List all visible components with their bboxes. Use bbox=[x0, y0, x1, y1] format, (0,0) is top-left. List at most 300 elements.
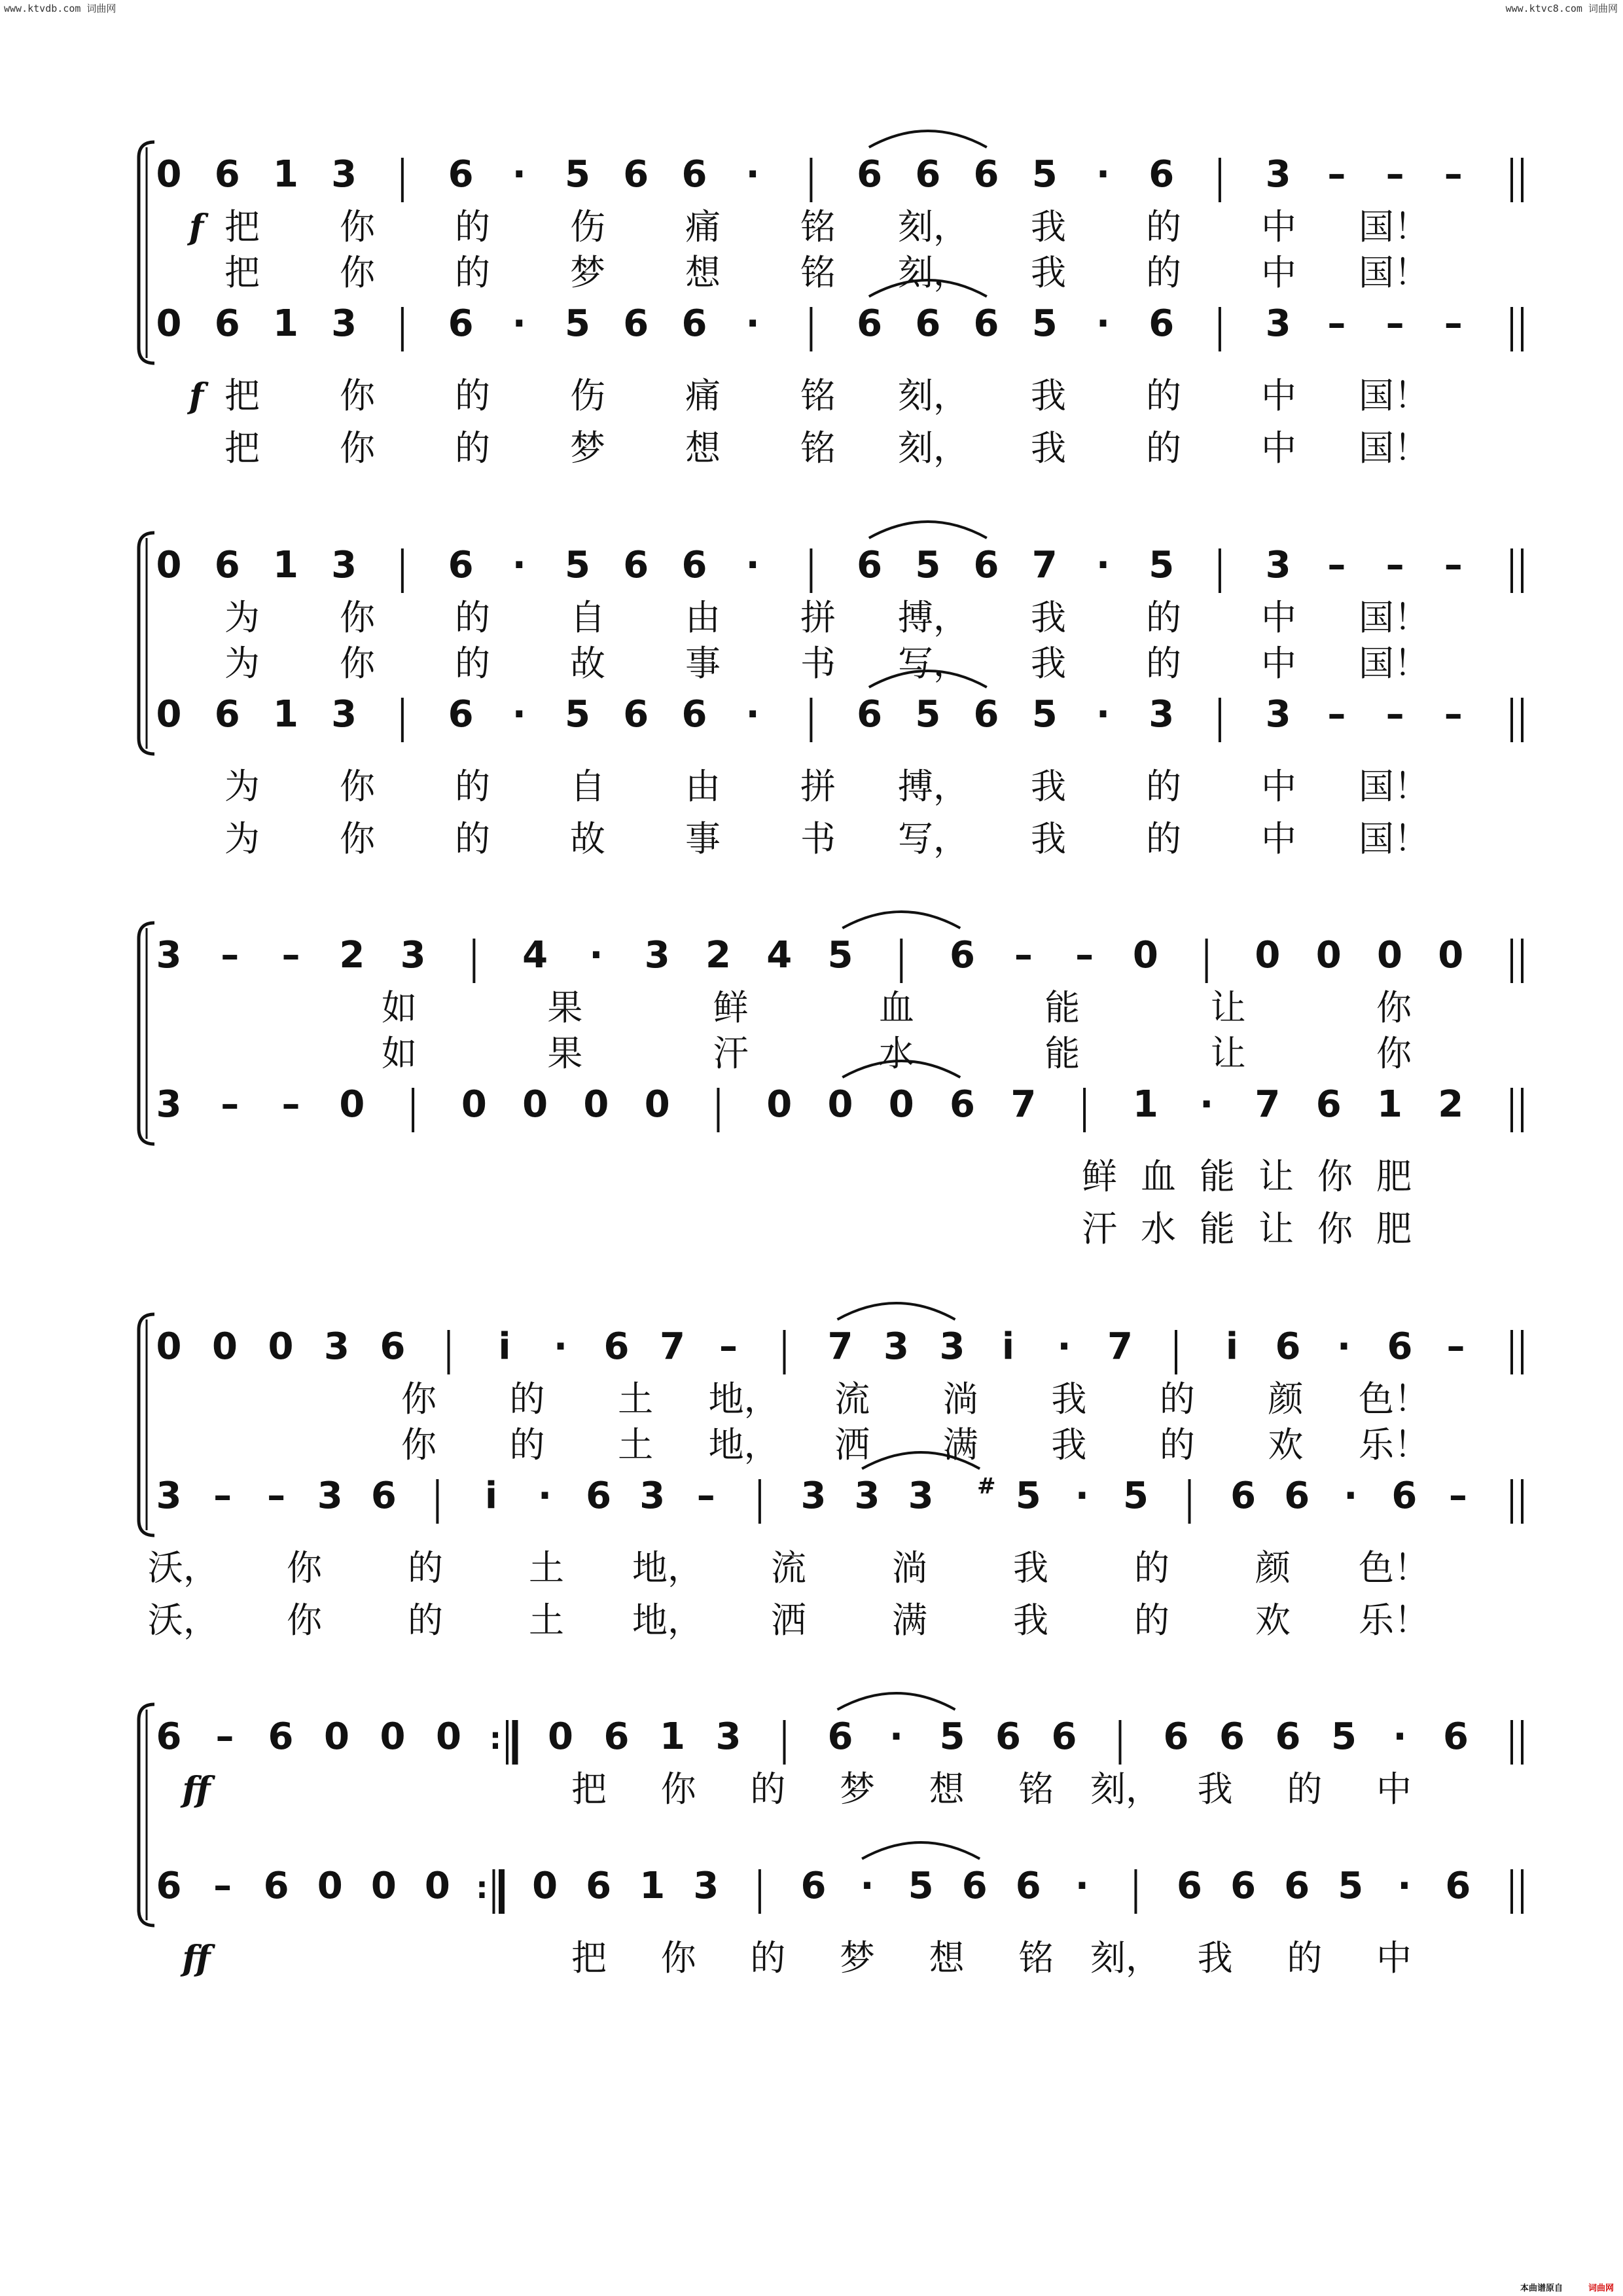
lyric-syllable: 沃， bbox=[148, 1547, 219, 1588]
note: 5 bbox=[939, 1715, 965, 1758]
lyric-syllable: 的 bbox=[1159, 1424, 1195, 1465]
augmentation-dot: · bbox=[860, 1865, 874, 1907]
lyric-syllable: 梦 bbox=[570, 427, 605, 469]
lyric-syllable: 梦 bbox=[840, 1768, 875, 1810]
note: 0 bbox=[461, 1083, 487, 1126]
note: 6 bbox=[623, 544, 649, 586]
note: 6 bbox=[156, 1865, 182, 1907]
lyric-syllable: 我 bbox=[1031, 252, 1066, 293]
note: 6 bbox=[603, 1715, 630, 1758]
lyric-syllable: 你 bbox=[1376, 1033, 1412, 1074]
dynamic-marking: f bbox=[188, 376, 204, 416]
note: i bbox=[484, 1475, 498, 1517]
lyric-syllable: 水 bbox=[879, 1033, 914, 1074]
lyric-syllable: 写， bbox=[898, 643, 969, 684]
note: – bbox=[1385, 153, 1404, 196]
note: 6 bbox=[950, 934, 976, 977]
note: 1 bbox=[1376, 1083, 1402, 1126]
note: – bbox=[1327, 153, 1346, 196]
note: 0 bbox=[888, 1083, 914, 1126]
note: 3 bbox=[800, 1475, 827, 1517]
lyric-syllable: 你 bbox=[401, 1378, 437, 1420]
slur bbox=[869, 522, 987, 538]
lyric-syllable: 的 bbox=[1134, 1600, 1169, 1641]
note: 6 bbox=[973, 693, 999, 736]
lyric-syllable: 你 bbox=[401, 1424, 437, 1465]
note: 6 bbox=[214, 544, 240, 586]
lyric-syllable: 的 bbox=[1146, 427, 1181, 469]
note: 6 bbox=[800, 1865, 827, 1907]
note: 6 bbox=[1443, 1715, 1469, 1758]
note: 6 bbox=[973, 302, 999, 345]
note: 1 bbox=[272, 544, 298, 586]
lyric-syllable: 为 bbox=[224, 766, 260, 807]
lyric-syllable: 自 bbox=[570, 597, 605, 638]
note: 6 bbox=[1163, 1715, 1189, 1758]
note: 6 bbox=[1230, 1475, 1257, 1517]
note: 0 bbox=[339, 1083, 365, 1126]
lyric-syllable: 的 bbox=[408, 1547, 443, 1588]
note: 6 bbox=[214, 693, 240, 736]
lyric-syllable: 梦 bbox=[840, 1937, 875, 1979]
note: 0 bbox=[548, 1715, 573, 1758]
note: 6 bbox=[1230, 1865, 1257, 1907]
note: 0 bbox=[156, 693, 182, 736]
note: 5 bbox=[565, 693, 591, 736]
note: 6 bbox=[263, 1865, 289, 1907]
note: – bbox=[1385, 544, 1404, 586]
lyric-syllable: 流 bbox=[834, 1378, 870, 1420]
augmentation-dot: · bbox=[889, 1715, 904, 1758]
note: 6 bbox=[1284, 1865, 1310, 1907]
note: 6 bbox=[681, 302, 707, 345]
note: 3 bbox=[156, 934, 182, 977]
note: 3 bbox=[156, 1475, 182, 1517]
note: 6 bbox=[448, 302, 474, 345]
lyric-syllable: 的 bbox=[1159, 1378, 1195, 1420]
note: 6 bbox=[1391, 1475, 1418, 1517]
lyric-syllable: 刻， bbox=[898, 427, 969, 469]
lyric-syllable: 刻， bbox=[898, 375, 969, 416]
lyric-syllable: 能 bbox=[1200, 1208, 1235, 1249]
lyric-syllable: 为 bbox=[224, 597, 260, 638]
lyric-syllable: 国！ bbox=[1359, 427, 1429, 469]
lyric-syllable: 想 bbox=[929, 1937, 965, 1979]
note: 0 bbox=[1132, 934, 1158, 977]
note: 5 bbox=[1331, 1715, 1357, 1758]
lyric-syllable: 地， bbox=[632, 1547, 703, 1588]
note: 0 bbox=[156, 544, 182, 586]
lyric-syllable: 的 bbox=[455, 818, 490, 859]
lyric-syllable: 让 bbox=[1210, 1033, 1246, 1074]
note: 3 bbox=[854, 1475, 880, 1517]
lyric-syllable: 事 bbox=[685, 643, 721, 684]
lyric-syllable: 你 bbox=[340, 597, 375, 638]
lyric-syllable: 拼 bbox=[800, 766, 836, 807]
lyric-syllable: 由 bbox=[685, 766, 721, 807]
lyric-syllable: 中 bbox=[1261, 206, 1296, 247]
note: 5 bbox=[565, 153, 591, 196]
note: 6 bbox=[857, 544, 883, 586]
note: 3 bbox=[1149, 693, 1175, 736]
note: 6 bbox=[681, 544, 707, 586]
lyric-syllable: 水 bbox=[1141, 1208, 1176, 1249]
note: 6 bbox=[380, 1325, 406, 1368]
note: – bbox=[1444, 693, 1463, 736]
note: 6 bbox=[973, 544, 999, 586]
lyric-syllable: 的 bbox=[455, 597, 490, 638]
lyric-syllable: 书 bbox=[800, 643, 836, 684]
lyric-syllable: 土 bbox=[529, 1600, 564, 1641]
note: 3 bbox=[156, 1083, 182, 1126]
augmentation-dot: · bbox=[512, 693, 526, 736]
note: 6 bbox=[623, 153, 649, 196]
lyric-syllable: 中 bbox=[1261, 252, 1296, 293]
lyric-syllable: 的 bbox=[509, 1378, 545, 1420]
lyric-syllable: 中 bbox=[1261, 818, 1296, 859]
note: 6 bbox=[827, 1715, 853, 1758]
lyric-syllable: 的 bbox=[455, 766, 490, 807]
note: 6 bbox=[995, 1715, 1021, 1758]
lyric-syllable: 为 bbox=[224, 643, 260, 684]
note: – bbox=[267, 1475, 286, 1517]
note: 6 bbox=[1315, 1083, 1342, 1126]
lyric-syllable: 搏， bbox=[898, 597, 969, 638]
lyric-syllable: 的 bbox=[1146, 643, 1181, 684]
note: 0 bbox=[156, 153, 182, 196]
note: – bbox=[213, 1865, 232, 1907]
lyric-syllable: 你 bbox=[1376, 987, 1412, 1028]
lyric-syllable: 淌 bbox=[942, 1378, 978, 1420]
lyric-syllable: 的 bbox=[1146, 206, 1181, 247]
note: 1 bbox=[660, 1715, 685, 1758]
lyric-syllable: 的 bbox=[455, 427, 490, 469]
note: 6 bbox=[961, 1865, 988, 1907]
note: 0 bbox=[532, 1865, 558, 1907]
note: 6 bbox=[857, 693, 883, 736]
note: – bbox=[719, 1325, 738, 1368]
lyric-syllable: 自 bbox=[570, 766, 605, 807]
lyric-syllable: 铭 bbox=[1018, 1937, 1054, 1979]
note: 3 bbox=[883, 1325, 909, 1368]
lyric-syllable: 刻， bbox=[898, 252, 969, 293]
note: 5 bbox=[1149, 544, 1175, 586]
note: 6 bbox=[586, 1475, 612, 1517]
lyric-syllable: 为 bbox=[224, 818, 260, 859]
note: – bbox=[1444, 302, 1463, 345]
lyric-syllable: 伤 bbox=[570, 375, 605, 416]
note: 1 bbox=[272, 302, 298, 345]
note: 6 bbox=[950, 1083, 976, 1126]
lyric-syllable: 刻， bbox=[1090, 1768, 1161, 1810]
note: 3 bbox=[1265, 302, 1291, 345]
augmentation-dot: · bbox=[589, 934, 603, 977]
augmentation-dot: · bbox=[1096, 153, 1111, 196]
lyric-syllable: 国！ bbox=[1359, 818, 1429, 859]
lyric-syllable: 我 bbox=[1197, 1937, 1233, 1979]
note: 0 bbox=[1438, 934, 1464, 977]
note: 0 bbox=[370, 1865, 397, 1907]
note: 6 bbox=[1445, 1865, 1471, 1907]
lyric-syllable: 能 bbox=[1200, 1156, 1235, 1197]
lyric-syllable: 我 bbox=[1031, 206, 1066, 247]
note: 3 bbox=[331, 693, 357, 736]
note: 6 bbox=[915, 302, 941, 345]
footer-site-logo: 词曲网 bbox=[1588, 2284, 1614, 2293]
lyric-syllable: 能 bbox=[1044, 987, 1080, 1028]
augmentation-dot: · bbox=[745, 693, 760, 736]
lyric-syllable: 的 bbox=[408, 1600, 443, 1641]
note: 6 bbox=[156, 1715, 182, 1758]
note: 0 bbox=[766, 1083, 793, 1126]
lyric-syllable: 洒 bbox=[834, 1424, 870, 1465]
slur bbox=[869, 131, 987, 147]
lyric-syllable: 你 bbox=[340, 375, 375, 416]
note: 6 bbox=[448, 693, 474, 736]
lyric-syllable: 汗 bbox=[713, 1033, 749, 1074]
lyric-syllable: 满 bbox=[892, 1600, 927, 1641]
note: – bbox=[1327, 693, 1346, 736]
augmentation-dot: · bbox=[1199, 1083, 1214, 1126]
lyric-syllable: 淌 bbox=[892, 1547, 927, 1588]
lyric-syllable: 欢 bbox=[1268, 1424, 1304, 1465]
note: 3 bbox=[639, 1475, 666, 1517]
lyric-syllable: 由 bbox=[685, 597, 721, 638]
note: – bbox=[213, 1475, 232, 1517]
note: 7 bbox=[827, 1325, 853, 1368]
lyric-syllable: 的 bbox=[455, 643, 490, 684]
lyric-syllable: 的 bbox=[455, 252, 490, 293]
lyric-syllable: 中 bbox=[1261, 427, 1296, 469]
note: 6 bbox=[448, 153, 474, 196]
note: 0 bbox=[522, 1083, 548, 1126]
lyric-syllable: 把 bbox=[224, 252, 260, 293]
lyric-syllable: 让 bbox=[1258, 1156, 1294, 1197]
note: 1 bbox=[639, 1865, 666, 1907]
lyric-syllable: 让 bbox=[1258, 1208, 1294, 1249]
note: 6 bbox=[1275, 1715, 1301, 1758]
note: 5 bbox=[1031, 153, 1058, 196]
lyric-syllable: 汗 bbox=[1082, 1208, 1117, 1249]
note: 3 bbox=[324, 1325, 349, 1368]
note: 6 bbox=[1015, 1865, 1041, 1907]
lyric-syllable: 肥 bbox=[1376, 1156, 1412, 1197]
note: 6 bbox=[214, 153, 240, 196]
note: 6 bbox=[1275, 1325, 1301, 1368]
sharp-sign: # bbox=[976, 1473, 996, 1499]
note: 5 bbox=[915, 544, 941, 586]
lyric-syllable: 你 bbox=[660, 1937, 696, 1979]
note: 5 bbox=[1338, 1865, 1364, 1907]
dynamic-marking: ff bbox=[182, 1939, 211, 1979]
lyric-syllable: 我 bbox=[1031, 643, 1066, 684]
note: – bbox=[281, 934, 300, 977]
lyric-syllable: 你 bbox=[1317, 1208, 1353, 1249]
lyric-syllable: 事 bbox=[685, 818, 721, 859]
note: – bbox=[1075, 934, 1094, 977]
note: – bbox=[1327, 302, 1346, 345]
augmentation-dot: · bbox=[745, 153, 760, 196]
note: 5 bbox=[1015, 1475, 1041, 1517]
lyric-syllable: 你 bbox=[340, 766, 375, 807]
lyric-syllable: 把 bbox=[571, 1768, 607, 1810]
note: 6 bbox=[623, 302, 649, 345]
note: 1 bbox=[1132, 1083, 1158, 1126]
augmentation-dot: · bbox=[745, 302, 760, 345]
note: 0 bbox=[1255, 934, 1281, 977]
note: 1 bbox=[272, 693, 298, 736]
note: 6 bbox=[603, 1325, 630, 1368]
augmentation-dot: · bbox=[1096, 693, 1111, 736]
note: – bbox=[1385, 302, 1404, 345]
dynamic-marking: ff bbox=[182, 1770, 211, 1810]
lyric-syllable: 的 bbox=[1146, 252, 1181, 293]
lyric-syllable: 我 bbox=[1013, 1547, 1048, 1588]
lyric-syllable: 我 bbox=[1031, 427, 1066, 469]
lyric-syllable: 的 bbox=[1146, 766, 1181, 807]
slur bbox=[862, 1842, 980, 1859]
note: 3 bbox=[693, 1865, 719, 1907]
lyric-syllable: 铭 bbox=[800, 206, 836, 247]
note: 0 bbox=[212, 1325, 238, 1368]
note: 5 bbox=[827, 934, 853, 977]
augmentation-dot: · bbox=[1057, 1325, 1071, 1368]
note: 7 bbox=[1010, 1083, 1037, 1126]
note: 6 bbox=[857, 302, 883, 345]
augmentation-dot: · bbox=[537, 1475, 552, 1517]
note: 0 bbox=[1315, 934, 1342, 977]
note: 7 bbox=[1107, 1325, 1133, 1368]
lyric-syllable: 国！ bbox=[1359, 206, 1429, 247]
note: 3 bbox=[715, 1715, 741, 1758]
note: 2 bbox=[339, 934, 365, 977]
lyric-syllable: 想 bbox=[685, 252, 721, 293]
note: i bbox=[1001, 1325, 1015, 1368]
note: 6 bbox=[1177, 1865, 1203, 1907]
note: – bbox=[221, 934, 240, 977]
lyric-syllable: 我 bbox=[1031, 375, 1066, 416]
note: 6 bbox=[1149, 302, 1175, 345]
note: 0 bbox=[156, 1325, 182, 1368]
note: – bbox=[221, 1083, 240, 1126]
lyric-syllable: 刻， bbox=[1090, 1937, 1161, 1979]
lyric-syllable: 我 bbox=[1013, 1600, 1048, 1641]
note: 6 bbox=[1051, 1715, 1077, 1758]
note: 4 bbox=[522, 934, 548, 977]
lyric-syllable: 血 bbox=[879, 987, 914, 1028]
lyric-syllable: 你 bbox=[340, 818, 375, 859]
lyric-syllable: 鲜 bbox=[713, 987, 749, 1028]
augmentation-dot: · bbox=[1096, 544, 1111, 586]
note: 7 bbox=[1255, 1083, 1281, 1126]
note: 6 bbox=[214, 302, 240, 345]
lyric-syllable: 欢 bbox=[1255, 1600, 1291, 1641]
lyric-syllable: 鲜 bbox=[1082, 1156, 1117, 1197]
lyric-syllable: 肥 bbox=[1376, 1208, 1412, 1249]
augmentation-dot: · bbox=[745, 544, 760, 586]
augmentation-dot: · bbox=[1096, 302, 1111, 345]
note: 5 bbox=[1122, 1475, 1149, 1517]
lyric-syllable: 中 bbox=[1261, 643, 1296, 684]
lyric-syllable: 土 bbox=[618, 1378, 654, 1420]
note: 6 bbox=[370, 1475, 397, 1517]
note: 5 bbox=[565, 302, 591, 345]
lyric-syllable: 色！ bbox=[1359, 1378, 1429, 1420]
lyric-syllable: 我 bbox=[1031, 818, 1066, 859]
note: 0 bbox=[1376, 934, 1402, 977]
lyric-syllable: 的 bbox=[750, 1768, 786, 1810]
lyric-syllable: 如 bbox=[382, 987, 417, 1028]
lyric-syllable: 写， bbox=[898, 818, 969, 859]
augmentation-dot: · bbox=[1344, 1475, 1358, 1517]
augmentation-dot: · bbox=[512, 302, 526, 345]
note: 0 bbox=[380, 1715, 406, 1758]
note: 5 bbox=[915, 693, 941, 736]
note: 7 bbox=[660, 1325, 685, 1368]
lyric-syllable: 国！ bbox=[1359, 375, 1429, 416]
lyric-syllable: 中 bbox=[1261, 766, 1296, 807]
lyric-syllable: 满 bbox=[942, 1424, 978, 1465]
lyric-syllable: 乐！ bbox=[1359, 1600, 1429, 1641]
note: 6 bbox=[586, 1865, 612, 1907]
note: i bbox=[1225, 1325, 1239, 1368]
note: 6 bbox=[448, 544, 474, 586]
note: 6 bbox=[681, 153, 707, 196]
lyric-syllable: 铭 bbox=[800, 252, 836, 293]
lyric-syllable: 洒 bbox=[771, 1600, 806, 1641]
note: 3 bbox=[1265, 153, 1291, 196]
lyric-syllable: 色！ bbox=[1359, 1547, 1429, 1588]
augmentation-dot: · bbox=[1397, 1865, 1412, 1907]
note: 5 bbox=[908, 1865, 934, 1907]
note: – bbox=[1014, 934, 1033, 977]
lyric-syllable: 你 bbox=[340, 252, 375, 293]
note: 7 bbox=[1031, 544, 1058, 586]
lyric-syllable: 果 bbox=[547, 987, 583, 1028]
lyric-syllable: 把 bbox=[224, 427, 260, 469]
lyric-syllable: 刻， bbox=[898, 206, 969, 247]
lyric-syllable: 把 bbox=[224, 375, 260, 416]
lyric-syllable: 的 bbox=[455, 375, 490, 416]
lyric-syllable: 的 bbox=[1146, 375, 1181, 416]
augmentation-dot: · bbox=[512, 153, 526, 196]
header-right-watermark: www.ktvc8.com 词曲网 bbox=[1505, 3, 1618, 14]
lyric-syllable: 土 bbox=[618, 1424, 654, 1465]
lyric-syllable: 中 bbox=[1261, 375, 1296, 416]
note: 0 bbox=[268, 1325, 294, 1368]
dynamic-marking: f bbox=[188, 207, 204, 247]
note: 3 bbox=[400, 934, 426, 977]
lyric-syllable: 国！ bbox=[1359, 252, 1429, 293]
note: – bbox=[1448, 1475, 1467, 1517]
lyric-syllable: 想 bbox=[685, 427, 721, 469]
note: 0 bbox=[827, 1083, 853, 1126]
augmentation-dot: · bbox=[553, 1325, 568, 1368]
lyric-syllable: 中 bbox=[1376, 1937, 1412, 1979]
note: 3 bbox=[331, 302, 357, 345]
note: 3 bbox=[1265, 544, 1291, 586]
lyric-syllable: 让 bbox=[1210, 987, 1246, 1028]
augmentation-dot: · bbox=[1075, 1475, 1090, 1517]
lyric-syllable: 的 bbox=[1134, 1547, 1169, 1588]
lyric-syllable: 我 bbox=[1031, 766, 1066, 807]
slur bbox=[838, 1303, 955, 1319]
lyric-syllable: 我 bbox=[1051, 1378, 1087, 1420]
note: 3 bbox=[331, 153, 357, 196]
lyric-syllable: 你 bbox=[660, 1768, 696, 1810]
note: – bbox=[1444, 544, 1463, 586]
note: 1 bbox=[272, 153, 298, 196]
